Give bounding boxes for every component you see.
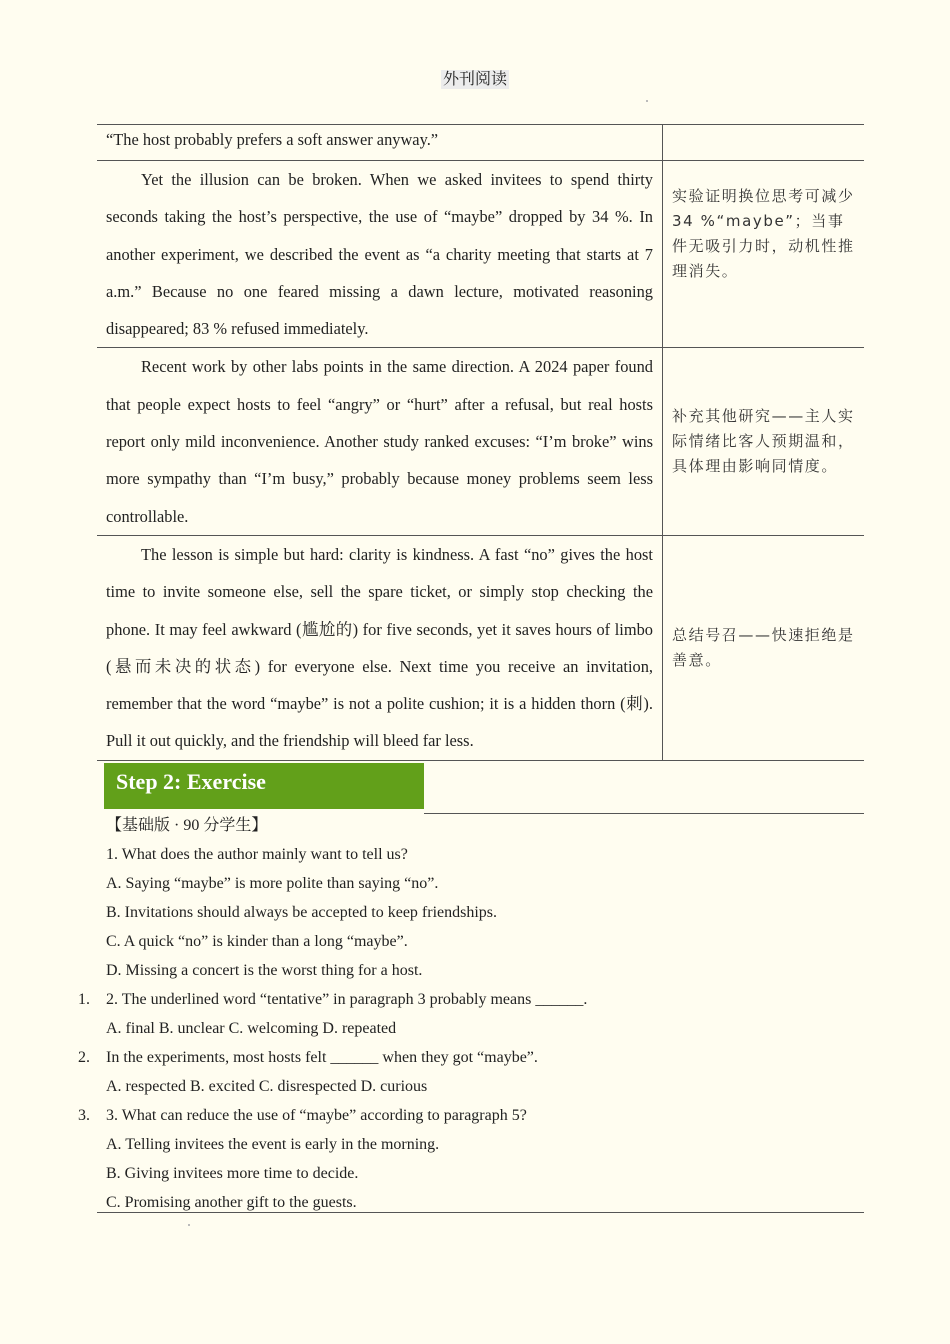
exercise-line: C. A quick “no” is kinder than a long “maybe”. [106,933,408,950]
section-rule [424,813,864,814]
paragraph-cell [97,535,663,760]
article-table [97,124,864,761]
exercise-line: A. Saying “maybe” is more polite than saying “no”. [106,875,439,892]
header-title: 外刊阅读 [442,71,507,88]
exercise-line: D. Missing a concert is the worst thing for a host. [106,962,423,979]
question-number: 3. [78,1107,90,1124]
note-cell [663,535,865,760]
exercise-line: A. Telling invitees the event is early in the morning. [106,1136,440,1153]
exercise-line: B. Invitations should always be accepted to keep friendships. [106,904,498,921]
table-row [97,161,864,348]
note-cell [663,161,865,348]
exercise-line: A. respected B. excited C. disrespected D. curious [106,1078,428,1095]
decorative-dot [646,100,648,102]
exercise-line: 2. The underlined word “tentative” in paragraph 3 probably means ______. [106,991,588,1008]
note-cell [663,348,865,535]
exercise-line: C. Promising another gift to the guests. [106,1194,357,1211]
exercise-line: B. Giving invitees more time to decide. [106,1165,359,1182]
question-number: 2. [78,1049,90,1066]
paragraph-cell [97,125,663,161]
decorative-dot [188,1224,190,1226]
paragraph-text: The lesson is simple but hard: clarity is kindness. A fast “no” gives the host time to invite someone else, sell the spare ticket, or simply stop checking the phone. It may feel awkward (尴尬的) for five seconds, yet it saves hours of limbo (悬而未决的状态) for everyone else. Next time you receive an invitation, remember that the word “maybe” is not a polite cushion; it is a hidden thorn (刺). Pull it out quickly, and the friendship will bleed far less. [106,544,653,751]
note-text: 补充其他研究——主人实际情绪比客人预期温和，具体理由影响同情度。 [672,407,855,476]
paragraph-text: Yet the illusion can be broken. When we asked invitees to spend thirty seconds taking the host’s perspective, the use of “maybe” dropped by 34 %. In another experiment, we described the event as “a charity meeting that starts at 7 a.m.” Because no one feared missing a dawn lecture, motivated reasoning disappeared; 83 % refused immediately. [106,170,653,339]
paragraph-cell [97,161,663,348]
note-cell [663,125,865,161]
level-label: 【基础版 · 90 分学生】 [106,817,268,834]
paragraph-text: Recent work by other labs points in the same direction. A 2024 paper found that people expect hosts to feel “angry” or “hurt” after a refusal, but real hosts report only mild inconvenience. Another study ranked excuses: “I’m broke” wins more sympathy than “I’m busy,” probably because money problems seem less controllable. [106,357,653,526]
table-row [97,348,864,535]
exercise-line: A. final B. unclear C. welcoming D. repeated [106,1020,397,1037]
table-row [97,535,864,760]
exercise-line: 3. What can reduce the use of “maybe” according to paragraph 5? [106,1107,527,1124]
paragraph-text: “The host probably prefers a soft answer anyway.” [106,130,439,149]
table-row [97,125,864,161]
exercise-line: 1. What does the author mainly want to tell us? [106,846,408,863]
note-text: 实验证明换位思考可减少 34 %“maybe”；当事件无吸引力时，动机性推理消失。 [672,187,855,281]
note-text: 总结号召——快速拒绝是善意。 [672,625,855,669]
question-number: 1. [78,991,90,1008]
step-banner: Step 2: Exercise [104,763,424,809]
exercise-line: In the experiments, most hosts felt ______ when they got “maybe”. [106,1049,538,1066]
paragraph-cell [97,348,663,535]
bottom-rule [97,1212,864,1213]
page-header [0,66,950,89]
